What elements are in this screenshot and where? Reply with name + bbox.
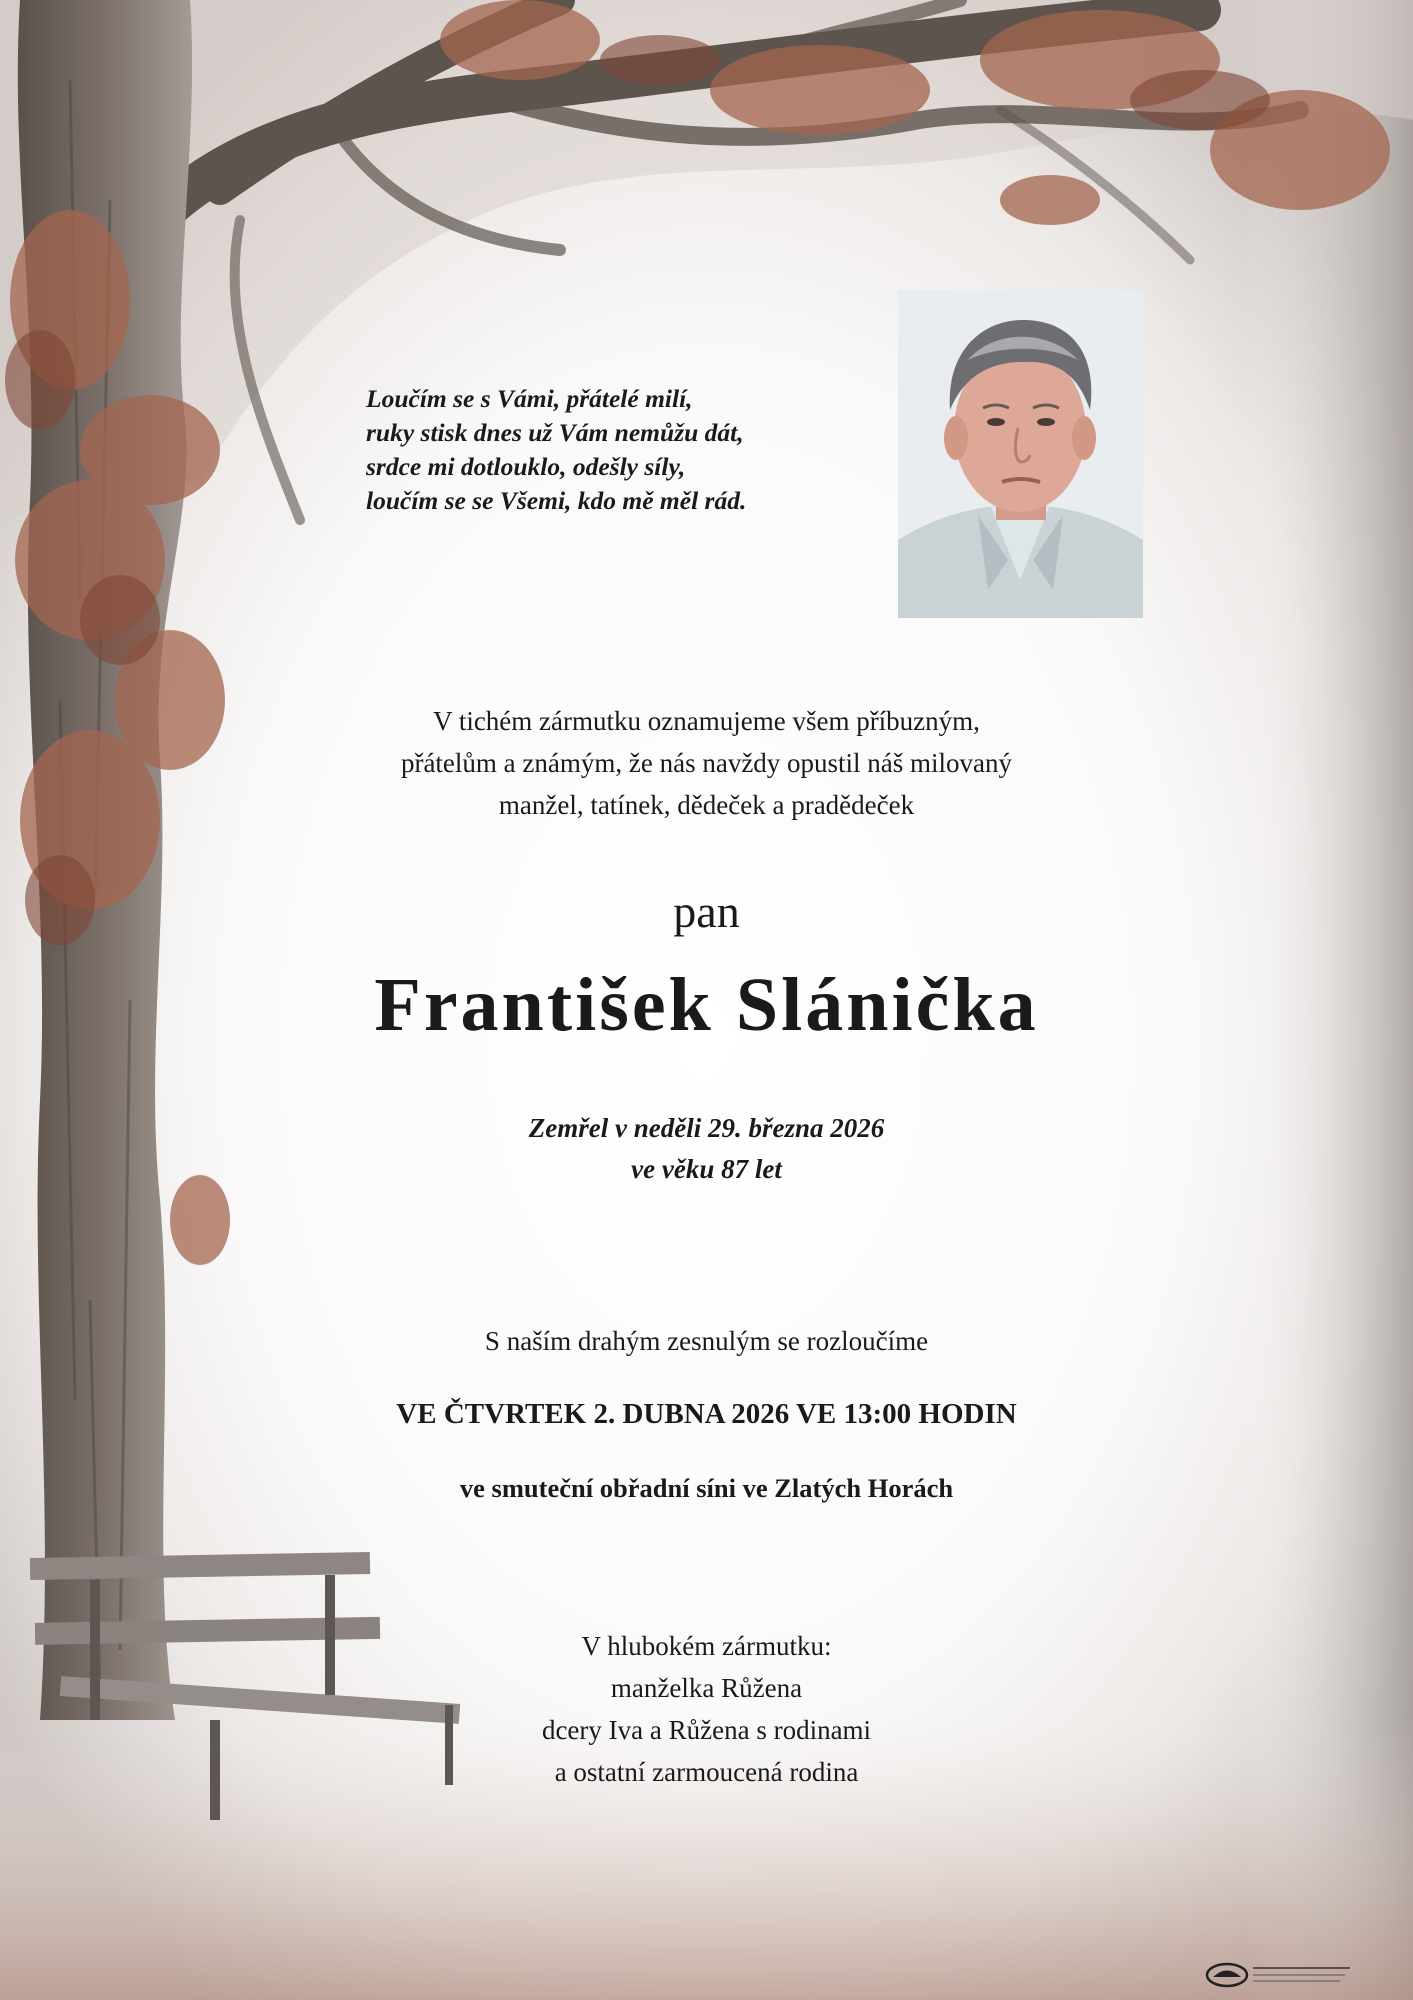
announcement-line: V tichém zármutku oznamujeme všem příbuzným,: [433, 706, 980, 736]
portrait-photo: [898, 290, 1143, 618]
honorific: pan: [673, 886, 740, 937]
poem-line: ruky stisk dnes už Vám nemůžu dát,: [366, 418, 744, 447]
poem-line: srdce mi dotlouklo, odešly síly,: [366, 452, 686, 481]
funeral-datetime: VE ČTVRTEK 2. DUBNA 2026 VE 13:00 HODIN: [396, 1398, 1017, 1430]
announcement-line: přátelům a známým, že nás navždy opustil náš milovaný: [400, 748, 1013, 778]
deceased-name: František Slánička: [374, 963, 1039, 1047]
mourners-line: dcery Iva a Růžena s rodinami: [541, 1715, 872, 1745]
death-date: Zemřel v neděli 29. března 2026: [528, 1113, 885, 1143]
funeral-service-logo: [1205, 1960, 1355, 1990]
mourners-line: a ostatní zarmoucená rodina: [554, 1757, 859, 1787]
announcement-text: [0, 700, 1413, 826]
funeral-intro: S naším drahým zesnulým se rozloučíme: [484, 1326, 929, 1356]
death-info: [0, 1108, 1413, 1190]
funeral-place: ve smuteční obřadní síni ve Zlatých Horách: [459, 1473, 954, 1503]
farewell-poem: [366, 382, 846, 518]
poem-line: Loučím se s Vámi, přátelé milí,: [366, 384, 693, 413]
announcement-line: manžel, tatínek, dědeček a pradědeček: [498, 790, 915, 820]
poem-line: loučím se se Všemi, kdo mě měl rád.: [366, 486, 747, 515]
mourners-list: [0, 1625, 1413, 1793]
mourners-line: manželka Růžena: [610, 1673, 803, 1703]
mourners-line: V hlubokém zármutku:: [581, 1631, 832, 1661]
death-age: ve věku 87 let: [631, 1154, 782, 1184]
